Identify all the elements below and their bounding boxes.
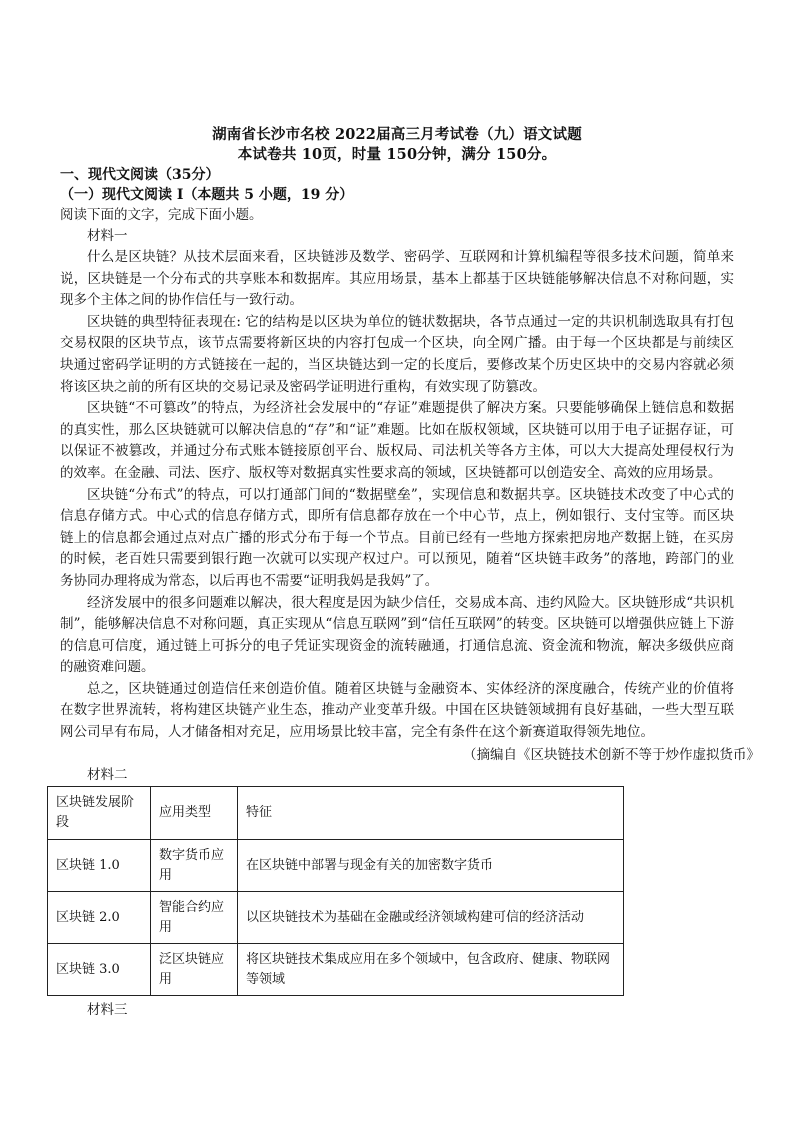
table-cell: 区块链 1.0 [48, 840, 151, 892]
material3-label: 材料三 [87, 1002, 128, 1018]
table-row [48, 944, 624, 996]
source-citation: （摘编自《区块链技术创新不等于炒作虚拟货币》 [463, 747, 760, 763]
exam-title: 湖南省长沙市名校 2022届高三月考试卷（九）语文试题 [212, 126, 582, 143]
material1-paragraph: 区块链的典型特征表现在: 它的结构是以区块为单位的链状数据块，各节点通过一定的共识机制选取具有打包交易权限的区块节点，该节点需要将新区块的内容打包成一个区块，向全网广播。由于每一个区块都是与前续区块通过密码学证明的方式链接在一起的，当区块链达到一定的长度后，要修改某个历史区块中的交易内容就必须将该区块之前的所有区块的交易记录及密码学证明进行重构，有效实现了防篡改。 [60, 313, 734, 395]
blockchain-stages-table [47, 786, 624, 996]
instruction-line: 阅读下面的文字，完成下面小题。 [60, 207, 263, 223]
material1-label: 材料一 [87, 228, 128, 244]
table-header-cell: 应用类型 [151, 787, 238, 840]
material1-paragraph: 总之，区块链通过创造信任来创造价值。随着区块链与金融资本、实体经济的深度融合，传统产业的价值将在数字世界流转，将构建区块链产业生态，推动产业变革升级。中国在区块链领域拥有良好基础，一些大型互联网公司早有布局，人才储备相对充足，应用场景比较丰富，完全有条件在这个新赛道取得领先地位。 [60, 680, 734, 741]
subsection-heading: （一）现代文阅读 I（本题共 5 小题，19 分） [60, 187, 354, 203]
material1-body [60, 247, 734, 744]
table-header-row [48, 787, 624, 840]
table-row [48, 840, 624, 892]
table-cell: 以区块链技术为基础在金融或经济领域构建可信的经济活动 [238, 892, 624, 944]
table-cell: 智能合约应用 [151, 892, 238, 944]
material1-paragraph: 什么是区块链？从技术层面来看，区块链涉及数学、密码学、互联网和计算机编程等很多技术问题，简单来说，区块链是一个分布式的共享账本和数据库。其应用场景，基本上都基于区块链能够解决信息不对称问题，实现多个主体之间的协作信任与一致行动。 [60, 249, 734, 309]
table-row [48, 892, 624, 944]
section-heading: 一、现代文阅读（35分） [60, 167, 220, 183]
table-cell: 将区块链技术集成应用在多个领域中，包含政府、健康、物联网等领域 [238, 944, 624, 996]
material1-paragraph: 区块链“不可篡改”的特点，为经济社会发展中的“存证”难题提供了解决方案。只要能够确保上链信息和数据的真实性，那么区块链就可以解决信息的“存”和“证”难题。比如在版权领域，区块链可以用于电子证据存证，可以保证不被篡改，并通过分布式账本链接原创平台、版权局、司法机关等各方主体，可以大大提高处理侵权行为的效率。在金融、司法、医疗、版权等对数据真实性要求高的领域，区块链都可以创造安全、高效的应用场景。 [60, 400, 734, 481]
exam-subtitle: 本试卷共 10页，时量 150分钟，满分 150分。 [237, 146, 557, 163]
table-cell: 数字货币应用 [151, 840, 238, 892]
instruction-text [60, 205, 734, 227]
material1-paragraph: 经济发展中的很多问题难以解决，很大程度是因为缺少信任，交易成本高、违约风险大。区块链形成“共识机制”，能够解决信息不对称问题，真正实现从“信息互联网”到“信任互联网”的转变。区块链可以增强供应链上下游的信息可信度，通过链上可拆分的电子凭证实现资金的流转融通，打通信息流、资金流和物流，解决多级供应商的融资难问题。 [60, 594, 734, 676]
table-cell: 在区块链中部署与现金有关的加密数字货币 [238, 840, 624, 892]
table-cell: 区块链 2.0 [48, 892, 151, 944]
table-header-cell: 特征 [238, 787, 624, 840]
table-header-cell: 区块链发展阶段 [48, 787, 151, 840]
material1-paragraph: 区块链“分布式”的特点，可以打通部门间的“数据壁垒”，实现信息和数据共享。区块链技术改变了中心式的信息存储方式。中心式的信息存储方式，即所有信息都存放在一个中心节，点上，例如银行、支付宝等。而区块链上的信息都会通过点对点广播的形式分布于每一个节点。目前已经有一些地方探索把房地产数据上链，在买房的时候，老百姓只需要到银行跑一次就可以实现产权过户。可以预见，随着“区块链丰政务”的落地，跨部门的业务协同办理将成为常态，以后再也不需要“证明我妈是我妈”了。 [60, 486, 734, 589]
table-cell: 泛区块链应用 [151, 944, 238, 996]
table-cell: 区块链 3.0 [48, 944, 151, 996]
material2-label: 材料二 [87, 767, 128, 783]
